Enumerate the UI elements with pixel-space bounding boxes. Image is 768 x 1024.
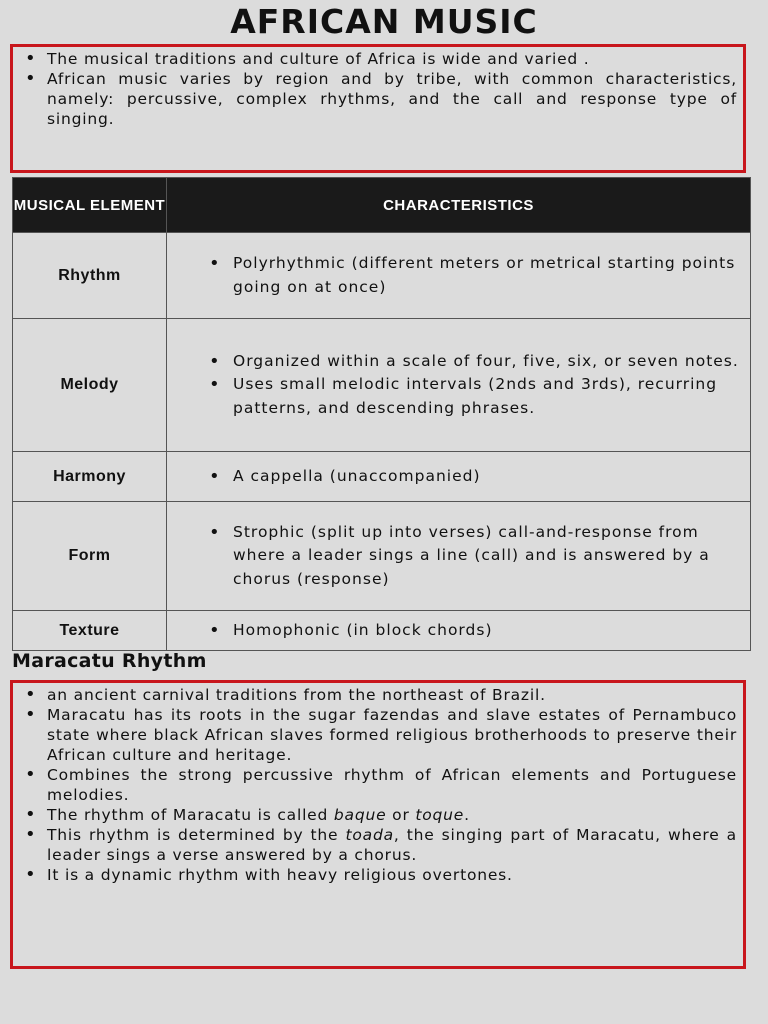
characteristic-item: • Strophic (split up into verses) call-and-response from where a leader sings a line (call) and is answered by a chorus (response) bbox=[233, 521, 740, 592]
table-header-row bbox=[13, 178, 751, 233]
characteristic-item: • Organized within a scale of four, five, six, or seven notes. bbox=[233, 350, 740, 374]
characteristics-table bbox=[12, 177, 751, 651]
term-baque: baque bbox=[333, 806, 387, 824]
text-run: or bbox=[386, 806, 416, 824]
list-item: • Maracatu has its roots in the sugar fazendas and slave estates of Pernambuco state where black African slaves formed religious brotherhoods to preserve their African culture and heritage. bbox=[47, 705, 737, 765]
header-characteristics: CHARACTERISTICS bbox=[167, 178, 751, 233]
characteristic-item: • Polyrhythmic (different meters or metrical starting points going on at once) bbox=[233, 252, 740, 299]
characteristic-item: • A cappella (unaccompanied) bbox=[233, 465, 740, 489]
section-heading: Maracatu Rhythm bbox=[12, 650, 207, 672]
characteristic-item: • Homophonic (in block chords) bbox=[233, 619, 740, 643]
list-item: • Combines the strong percussive rhythm of African elements and Portuguese melodies. bbox=[47, 765, 737, 805]
text-run: The rhythm of Maracatu is called bbox=[47, 806, 334, 824]
table-row bbox=[13, 452, 751, 502]
list-item: • an ancient carnival traditions from the northeast of Brazil. bbox=[47, 685, 737, 705]
term-toque: toque bbox=[415, 806, 465, 824]
characteristics-cell bbox=[167, 611, 751, 651]
list-item bbox=[47, 825, 737, 865]
table-row bbox=[13, 611, 751, 651]
element-form: Form bbox=[13, 502, 167, 611]
intro-list bbox=[21, 49, 737, 129]
element-rhythm: Rhythm bbox=[13, 233, 167, 319]
text-run: This rhythm is determined by the bbox=[47, 826, 346, 844]
element-texture: Texture bbox=[13, 611, 167, 651]
table-row bbox=[13, 319, 751, 452]
list-item bbox=[47, 805, 737, 825]
characteristics-cell bbox=[167, 502, 751, 611]
element-melody: Melody bbox=[13, 319, 167, 452]
intro-item: • The musical traditions and culture of Africa is wide and varied . bbox=[47, 49, 737, 69]
text-run: , the singing part of Maracatu, where a leader sings a verse answered by a chorus. bbox=[47, 826, 737, 864]
characteristics-cell bbox=[167, 319, 751, 452]
page-title: AFRICAN MUSIC bbox=[230, 2, 538, 41]
maracatu-list bbox=[21, 685, 737, 885]
term-toada: toada bbox=[345, 826, 394, 844]
characteristics-cell bbox=[167, 452, 751, 502]
intro-box bbox=[10, 44, 746, 173]
text-run: . bbox=[464, 806, 470, 824]
characteristic-item: • Uses small melodic intervals (2nds and 3rds), recurring patterns, and descending phrases. bbox=[233, 373, 740, 420]
element-harmony: Harmony bbox=[13, 452, 167, 502]
table-row bbox=[13, 233, 751, 319]
maracatu-box bbox=[10, 680, 746, 969]
intro-item: • African music varies by region and by tribe, with common characteristics, namely: percussive, complex rhythms, and the call and response type of singing. bbox=[47, 69, 737, 129]
list-item: • It is a dynamic rhythm with heavy religious overtones. bbox=[47, 865, 737, 885]
characteristics-cell bbox=[167, 233, 751, 319]
header-musical-element: MUSICAL ELEMENT bbox=[13, 178, 167, 233]
table-row bbox=[13, 502, 751, 611]
